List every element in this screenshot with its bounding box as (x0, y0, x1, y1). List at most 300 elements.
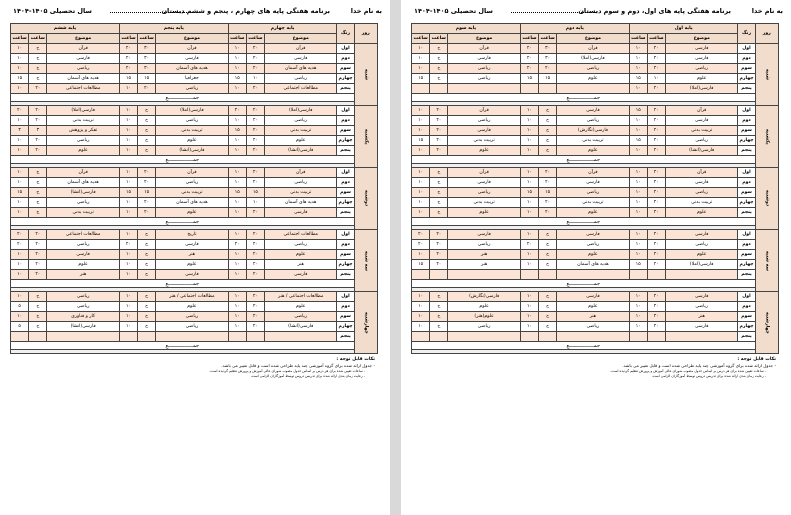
hour-cell: ۱۰ (11, 54, 29, 64)
hour-cell: ۱۰ (629, 198, 647, 208)
header-time: ساعت (430, 34, 448, 44)
hour-cell: ۲۰ (246, 44, 264, 54)
subject-cell (448, 84, 521, 94)
hour-cell: ۱۰ (119, 198, 137, 208)
subject-cell: تربیت بدنی (264, 126, 337, 136)
hour-cell: ۱۰ (629, 44, 647, 54)
bell-label: دوم (738, 302, 755, 312)
hour-cell: ۲۰ (138, 198, 156, 208)
hour-cell: ح (138, 146, 156, 156)
page-header (406, 3, 786, 23)
hour-cell: ۱۰ (412, 292, 430, 302)
hour-cell: ۲۰ (138, 208, 156, 218)
hour-cell (412, 84, 430, 94)
table-row (412, 260, 779, 270)
hour-cell: ۱۰ (520, 168, 538, 178)
bell-label: اول (337, 292, 354, 302)
hour-cell: ح (29, 208, 47, 218)
separator-cell (11, 350, 355, 354)
header-subject: موضوع (47, 34, 120, 44)
hour-cell: ۱۰ (119, 260, 137, 270)
hour-cell: ۱۰ (412, 168, 430, 178)
table-row (412, 44, 779, 54)
hour-cell: ۲۰ (29, 230, 47, 240)
subject-cell: ریاضی (156, 116, 229, 126)
hour-cell (539, 270, 557, 280)
note-item: - رعایت زمان بندی ارائه شده برای تدریس دروس توسط آموزگاران الزامی است. (250, 374, 365, 378)
header-subject: موضوع (448, 34, 521, 44)
header-grade: پایه پنجم (119, 24, 228, 34)
total-row (412, 156, 779, 164)
subject-cell: فارسی (557, 178, 630, 188)
hour-cell: ۱۰ (520, 116, 538, 126)
page-header (5, 3, 385, 23)
bell-label: چهارم (738, 322, 755, 332)
bell-label: دوم (738, 240, 755, 250)
bell-label: اول (738, 106, 755, 116)
hour-cell: ۱۰ (629, 230, 647, 240)
subject-cell: هدیه های آسمان (47, 74, 120, 84)
subject-cell: علوم (264, 250, 337, 260)
bell-label: سوم (738, 126, 755, 136)
hour-cell: ۳۰ (539, 54, 557, 64)
hour-cell (629, 270, 647, 280)
hour-cell: ح (430, 188, 448, 198)
total-label: جمـــــــــــــــــع (412, 94, 756, 102)
day-separator (412, 350, 779, 354)
header-time: ساعت (119, 34, 137, 44)
hour-cell: ۱۰ (629, 322, 647, 332)
hour-cell: ۲۰ (29, 116, 47, 126)
hour-cell: ۱۰ (412, 208, 430, 218)
page-grades-4-5-6 (0, 0, 390, 515)
hour-cell: ۱۰ (11, 312, 29, 322)
subject-cell: مطالعات اجتماعی / هنر (156, 292, 229, 302)
day-label: شنبه (354, 44, 377, 106)
subject-cell: تربیت بدنی (665, 126, 738, 136)
bell-label: پنجم (738, 332, 755, 342)
subject-cell: ریاضی (448, 240, 521, 250)
subject-cell: جغرافیا (156, 74, 229, 84)
page-title: برنامه هفتگی پایه های چهارم ، پنجم و ششم دبستان (161, 7, 330, 15)
subject-cell: علوم (156, 260, 229, 270)
hour-cell: ۲۰ (520, 54, 538, 64)
subject-cell: مطالعات اجتماعی (264, 84, 337, 94)
subject-cell: علوم (264, 302, 337, 312)
hour-cell: ح (29, 312, 47, 322)
header-bell: زنگ (738, 24, 755, 44)
hour-cell: ۲۰ (430, 250, 448, 260)
separator-cell (412, 350, 756, 354)
hour-cell: ح (138, 302, 156, 312)
header-grade: پایه دوم (520, 24, 629, 34)
subject-cell: فارسی(املا) (665, 84, 738, 94)
table-row (412, 240, 779, 250)
subject-cell: مطالعات اجتماعی (264, 230, 337, 240)
day-label: دوشنبه (354, 168, 377, 230)
subject-cell: ریاضی (156, 84, 229, 94)
total-label: جمـــــــــــــــــع (11, 218, 355, 226)
hour-cell: ۱۰ (629, 126, 647, 136)
header-day: روز (354, 24, 377, 44)
hour-cell: ۲۰ (647, 64, 665, 74)
day-label: سه شنبه (755, 230, 778, 292)
subject-cell: علوم (557, 250, 630, 260)
hour-cell: ۱۰ (228, 198, 246, 208)
hour-cell: ۱۵ (412, 136, 430, 146)
bell-label: چهارم (337, 260, 354, 270)
bell-label: اول (738, 230, 755, 240)
bell-label: اول (337, 230, 354, 240)
bell-label: سوم (738, 64, 755, 74)
bell-label: پنجم (337, 270, 354, 280)
subject-cell: قرآن (156, 44, 229, 54)
hour-cell: ح (29, 178, 47, 188)
hour-cell: ۵ (11, 322, 29, 332)
subject-cell: علوم (557, 208, 630, 218)
hour-cell (412, 270, 430, 280)
hour-cell: ح (138, 322, 156, 332)
table-row (11, 64, 378, 74)
bell-label: پنجم (337, 84, 354, 94)
hour-cell: ۲۰ (430, 146, 448, 156)
total-row (412, 94, 779, 102)
notes (5, 357, 375, 379)
hour-cell: ۲۰ (246, 302, 264, 312)
table-row (11, 312, 378, 322)
hour-cell: ۱۵ (228, 126, 246, 136)
header-time: ساعت (539, 34, 557, 44)
hour-cell: ۱۰ (11, 116, 29, 126)
subject-cell: ریاضی (448, 116, 521, 126)
hour-cell: ح (430, 74, 448, 84)
subject-cell: فارسی (47, 250, 120, 260)
day-label: چهارشنبه (354, 292, 377, 354)
total-row (11, 218, 378, 226)
table-row (11, 84, 378, 94)
subject-cell: ریاضی (264, 74, 337, 84)
hour-cell: ۲۰ (246, 230, 264, 240)
hour-cell: ۱۰ (520, 208, 538, 218)
table-body (412, 44, 779, 354)
hour-cell: ۱۰ (629, 208, 647, 218)
hour-cell: ۲۰ (246, 136, 264, 146)
hour-cell: ۱۰ (119, 250, 137, 260)
hour-cell: ۲۰ (647, 106, 665, 116)
table-row (412, 168, 779, 178)
hour-cell: ۲۰ (520, 240, 538, 250)
bell-label: پنجم (337, 146, 354, 156)
hour-cell: ۱۰ (520, 146, 538, 156)
table-body (11, 44, 378, 354)
hour-cell: ۲۰ (246, 64, 264, 74)
subject-cell: ریاضی (665, 136, 738, 146)
hour-cell: ح (539, 240, 557, 250)
hour-cell: ۱۰ (119, 116, 137, 126)
hour-cell: ۱۵ (119, 74, 137, 84)
hour-cell: ۱۰ (629, 312, 647, 322)
subject-cell: فارسی(املا) (264, 106, 337, 116)
hour-cell: ۱۰ (520, 136, 538, 146)
subject-cell: هدیه های آسمان (156, 198, 229, 208)
hour-cell: ۱۵ (228, 188, 246, 198)
table-head (412, 24, 779, 44)
hour-cell: ۱۰ (228, 54, 246, 64)
notes-title: نکات قابل توجه : (336, 357, 375, 362)
table-row (412, 84, 779, 94)
subject-cell: ریاضی (156, 322, 229, 332)
hour-cell: ۲۰ (228, 106, 246, 116)
hour-cell: ۲۰ (647, 168, 665, 178)
subject-cell: فارسی(انشا) (264, 146, 337, 156)
hour-cell: ۲۰ (647, 230, 665, 240)
hour-cell: ح (138, 270, 156, 280)
hour-cell: ح (138, 230, 156, 240)
hour-cell: ۱۵ (629, 74, 647, 84)
hour-cell: ح (539, 146, 557, 156)
besm-label: به نام خدا (751, 7, 783, 15)
hour-cell: ح (29, 64, 47, 74)
bell-label: چهارم (738, 260, 755, 270)
schedule-table (411, 23, 779, 354)
subject-cell (557, 270, 630, 280)
subject-cell: علوم (557, 74, 630, 84)
hour-cell: ۱۵ (138, 74, 156, 84)
hour-cell: ح (539, 106, 557, 116)
hour-cell: ۱۰ (11, 250, 29, 260)
bell-label: دوم (337, 302, 354, 312)
hour-cell: ۲۰ (520, 44, 538, 54)
hour-cell: ۱۵ (11, 188, 29, 198)
table-row (412, 332, 779, 342)
subject-cell: فارسی (665, 292, 738, 302)
table-row (11, 302, 378, 312)
hour-cell: ح (430, 168, 448, 178)
hour-cell: ۱۰ (11, 168, 29, 178)
bell-label: چهارم (738, 136, 755, 146)
hour-cell: ح (430, 44, 448, 54)
hour-cell: ۱۰ (228, 260, 246, 270)
hour-cell: ۱۰ (629, 146, 647, 156)
hour-cell: ۱۵ (539, 74, 557, 84)
subject-cell: علوم (47, 260, 120, 270)
subject-cell: هدیه های آسمان (47, 178, 120, 188)
header-time: ساعت (246, 34, 264, 44)
subject-cell: ریاضی (47, 136, 120, 146)
subject-cell: قرآن (448, 44, 521, 54)
hour-cell: ۱۵ (412, 74, 430, 84)
subject-cell: فارسی (264, 54, 337, 64)
subject-cell (557, 84, 630, 94)
table-row (412, 270, 779, 280)
hour-cell: ۱۰ (647, 74, 665, 84)
subject-cell (47, 332, 120, 342)
hour-cell: ۲۰ (647, 198, 665, 208)
subject-cell: تربیت بدنی (448, 136, 521, 146)
hour-cell: ۳۰ (539, 44, 557, 54)
table-row (412, 136, 779, 146)
bell-label: سوم (738, 312, 755, 322)
hour-cell: ح (29, 302, 47, 312)
header-subject: موضوع (557, 34, 630, 44)
hour-cell: ۱۰ (119, 126, 137, 136)
bell-label: سوم (337, 126, 354, 136)
header-time: ساعت (629, 34, 647, 44)
subject-cell: علوم (665, 208, 738, 218)
bell-label: چهارم (337, 322, 354, 332)
hour-cell: ۱۵ (246, 188, 264, 198)
hour-cell: ۲۰ (647, 126, 665, 136)
bell-label: سوم (337, 250, 354, 260)
bell-label: اول (337, 168, 354, 178)
subject-cell: کار و فناوری (47, 312, 120, 322)
hour-cell: ح (430, 54, 448, 64)
hour-cell: ۲۰ (246, 322, 264, 332)
subject-cell: فارسی (264, 208, 337, 218)
bell-label: اول (337, 44, 354, 54)
total-label: جمـــــــــــــــــع (412, 342, 756, 350)
hour-cell: ۲۰ (138, 84, 156, 94)
hour-cell: ۱۰ (412, 322, 430, 332)
subject-cell: ریاضی (665, 64, 738, 74)
note-item: - ساعات تعیین شده برای هر درس بر اساس جدول مصوب شورای عالی آموزش و پرورش تنظیم گردیده است. (610, 369, 766, 373)
hour-cell: ۱۰ (228, 136, 246, 146)
hour-cell: ۲۰ (29, 146, 47, 156)
hour-cell: ۱۰ (412, 116, 430, 126)
bell-label: دوم (337, 54, 354, 64)
hour-cell: ۲۰ (246, 126, 264, 136)
hour-cell: ح (430, 208, 448, 218)
page-grades-1-2-3 (401, 0, 791, 515)
hour-cell: ۲۰ (246, 84, 264, 94)
total-row (412, 342, 779, 350)
hour-cell: ۲۰ (29, 84, 47, 94)
table-row (11, 188, 378, 198)
subject-cell: علوم (557, 302, 630, 312)
hour-cell: ۲۰ (119, 240, 137, 250)
hour-cell: ۲۰ (246, 54, 264, 64)
hour-cell: ح (539, 322, 557, 332)
hour-cell: ۲۰ (647, 208, 665, 218)
hour-cell: ۱۰ (11, 146, 29, 156)
hour-cell (430, 332, 448, 342)
table-row (11, 178, 378, 188)
total-label: جمـــــــــــــــــع (412, 156, 756, 164)
table-row (11, 168, 378, 178)
hour-cell: ۱۰ (119, 178, 137, 188)
total-label: جمـــــــــــــــــع (11, 280, 355, 288)
hour-cell: ۱۰ (228, 178, 246, 188)
hour-cell (138, 332, 156, 342)
hour-cell: ۵ (11, 302, 29, 312)
table-head (11, 24, 378, 44)
subject-cell: فارسی (557, 230, 630, 240)
subject-cell: ریاضی (264, 178, 337, 188)
hour-cell (412, 332, 430, 342)
hour-cell: ۱۰ (11, 44, 29, 54)
hour-cell: ۱۰ (11, 84, 29, 94)
subject-cell: ریاضی (448, 322, 521, 332)
hour-cell: ۱۰ (11, 260, 29, 270)
page-gap (390, 0, 401, 515)
header-grade: پایه چهارم (228, 24, 337, 34)
subject-cell: ریاضی (448, 74, 521, 84)
hour-cell: ۱۰ (228, 44, 246, 54)
total-label: جمـــــــــــــــــع (412, 280, 756, 288)
subject-cell (156, 332, 229, 342)
table-row (11, 136, 378, 146)
day-separator (11, 350, 378, 354)
subject-cell: تاریخ (156, 230, 229, 240)
table-row (412, 64, 779, 74)
hour-cell: ۱۰ (11, 198, 29, 208)
hour-cell: ۱۰ (629, 240, 647, 250)
hour-cell: ۲۰ (647, 302, 665, 312)
bell-label: چهارم (337, 74, 354, 84)
hour-cell: ۲۰ (228, 240, 246, 250)
subject-cell: هدیه های آسمان (557, 260, 630, 270)
hour-cell: ۱۰ (246, 198, 264, 208)
header-time: ساعت (647, 34, 665, 44)
hour-cell: ۱۰ (412, 178, 430, 188)
subject-cell: فارسی(انشا) (47, 188, 120, 198)
subject-cell: علوم (156, 208, 229, 218)
subject-cell: قرآن (264, 44, 337, 54)
table-row (11, 146, 378, 156)
total-row (11, 342, 378, 350)
hour-cell (520, 270, 538, 280)
hour-cell: ۱۰ (520, 198, 538, 208)
bell-label: اول (738, 168, 755, 178)
hour-cell: ۱۰ (119, 146, 137, 156)
hour-cell: ۱۰ (412, 106, 430, 116)
subject-cell: ریاضی (264, 312, 337, 322)
hour-cell (629, 332, 647, 342)
page-title: برنامه هفتگی پایه های اول، دوم و سوم دبستان (578, 7, 731, 15)
bell-label: پنجم (738, 146, 755, 156)
subject-cell: ریاضی (557, 188, 630, 198)
subject-cell: فارسی(نگارش) (448, 292, 521, 302)
subject-cell: تربیت بدنی (557, 198, 630, 208)
table-row (11, 44, 378, 54)
table-row (412, 198, 779, 208)
hour-cell: ح (430, 302, 448, 312)
subject-cell: قرآن (47, 168, 120, 178)
note-item: - رعایت زمان بندی ارائه شده برای تدریس دروس توسط آموزگاران الزامی است. (651, 374, 766, 378)
subject-cell: هنر (448, 260, 521, 270)
day-label: یکشنبه (354, 106, 377, 168)
hour-cell: ۲۰ (647, 54, 665, 64)
total-label: جمـــــــــــــــــع (11, 94, 355, 102)
hour-cell: ۱۰ (228, 84, 246, 94)
subject-cell: قرآن (156, 168, 229, 178)
hour-cell: ۱۰ (11, 136, 29, 146)
table-row (412, 54, 779, 64)
table-row (412, 302, 779, 312)
hour-cell: ۲۰ (246, 146, 264, 156)
total-row (11, 94, 378, 102)
table-row (11, 322, 378, 332)
hour-cell: ۲۰ (520, 64, 538, 74)
bell-label: چهارم (738, 198, 755, 208)
bell-label: دوم (337, 240, 354, 250)
bell-label: دوم (738, 116, 755, 126)
total-row (412, 280, 779, 288)
subject-cell (665, 332, 738, 342)
hour-cell: ۱۰ (228, 168, 246, 178)
hour-cell: ۲۰ (647, 312, 665, 322)
subject-cell: قرآن (665, 106, 738, 116)
